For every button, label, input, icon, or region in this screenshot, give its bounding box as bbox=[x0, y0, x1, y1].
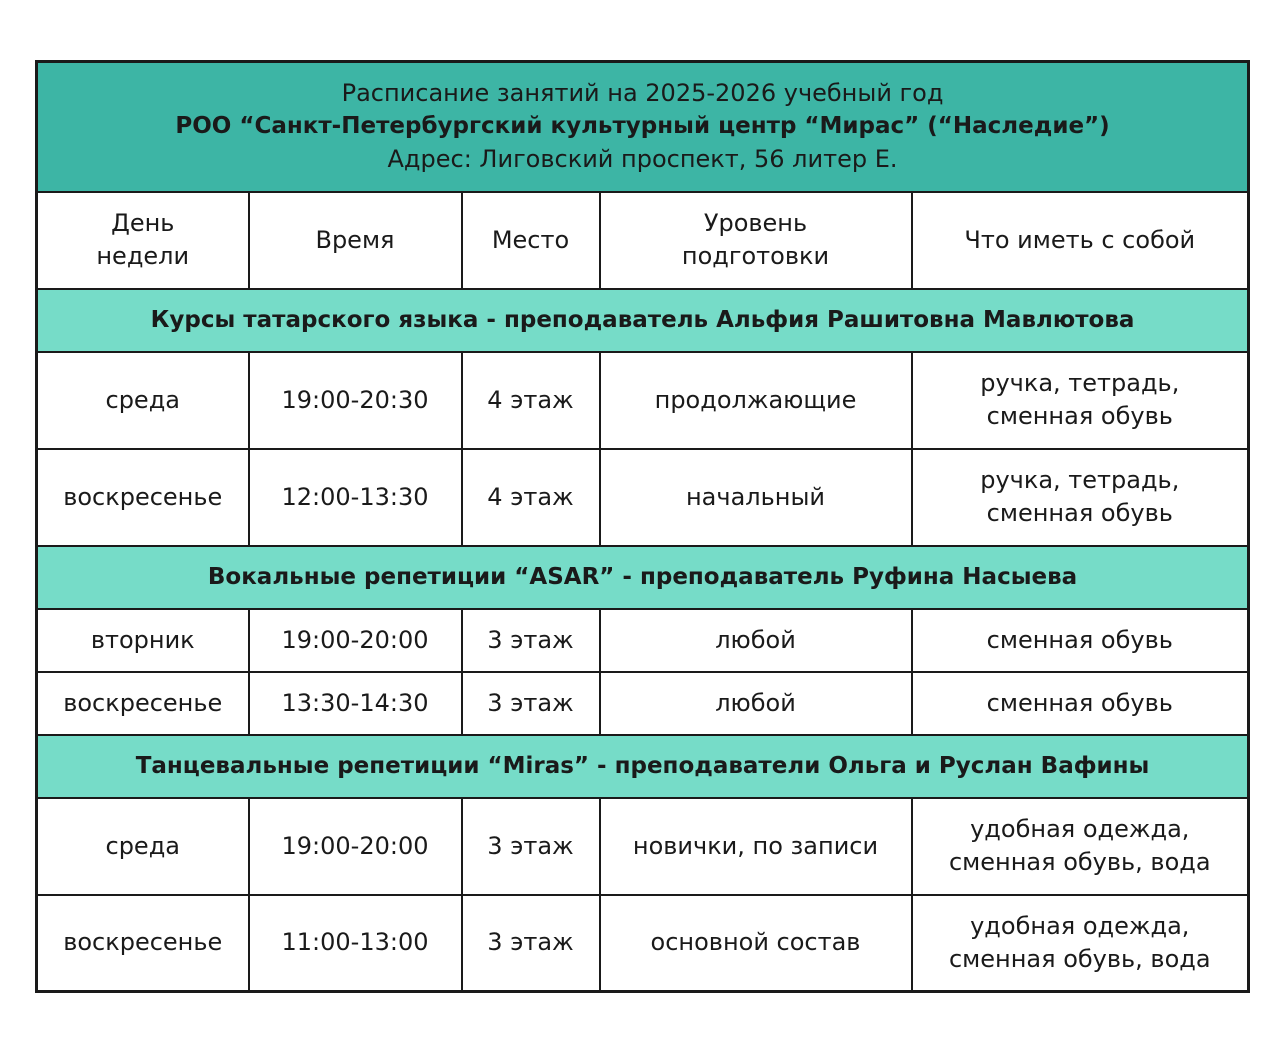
section-title: Танцевальные репетиции “Miras” - преподаватели Ольга и Руслан Вафины bbox=[37, 735, 1249, 798]
cell-time: 13:30-14:30 bbox=[249, 672, 462, 735]
cell-place: 4 этаж bbox=[462, 449, 600, 546]
cell-place: 3 этаж bbox=[462, 798, 600, 895]
cell-level: любой bbox=[600, 672, 912, 735]
cell-day: среда bbox=[37, 352, 249, 449]
cell-day: воскресенье bbox=[37, 449, 249, 546]
cell-level: любой bbox=[600, 609, 912, 672]
cell-place: 3 этаж bbox=[462, 609, 600, 672]
column-header-level: Уровень подготовки bbox=[600, 192, 912, 289]
schedule-title: Расписание занятий на 2025-2026 учебный год bbox=[341, 79, 944, 108]
column-header-row bbox=[37, 192, 1249, 289]
cell-day: воскресенье bbox=[37, 895, 249, 992]
address-line: Адрес: Лиговский проспект, 56 литер Е. bbox=[387, 145, 898, 174]
table-row bbox=[37, 798, 1249, 895]
cell-bring: ручка, тетрадь, сменная обувь bbox=[912, 352, 1249, 449]
cell-time: 19:00-20:00 bbox=[249, 609, 462, 672]
cell-day: среда bbox=[37, 798, 249, 895]
cell-bring: удобная одежда, сменная обувь, вода bbox=[912, 798, 1249, 895]
section-header-dance bbox=[37, 735, 1249, 798]
organization-name: РОО “Санкт-Петербургский культурный центр “Мирас” (“Наследие”) bbox=[175, 113, 1110, 140]
table-row bbox=[37, 609, 1249, 672]
cell-time: 19:00-20:30 bbox=[249, 352, 462, 449]
table-row bbox=[37, 352, 1249, 449]
cell-time: 11:00-13:00 bbox=[249, 895, 462, 992]
title-row bbox=[37, 62, 1249, 192]
cell-bring: сменная обувь bbox=[912, 672, 1249, 735]
title-block bbox=[37, 62, 1249, 192]
section-title: Вокальные репетиции “ASAR” - преподаватель Руфина Насыева bbox=[37, 546, 1249, 609]
cell-place: 3 этаж bbox=[462, 895, 600, 992]
section-header-vocal bbox=[37, 546, 1249, 609]
cell-place: 3 этаж bbox=[462, 672, 600, 735]
cell-level: начальный bbox=[600, 449, 912, 546]
cell-bring: удобная одежда, сменная обувь, вода bbox=[912, 895, 1249, 992]
column-header-day: День недели bbox=[37, 192, 249, 289]
table-row bbox=[37, 449, 1249, 546]
column-header-time: Время bbox=[249, 192, 462, 289]
cell-day: вторник bbox=[37, 609, 249, 672]
table-row bbox=[37, 672, 1249, 735]
cell-bring: ручка, тетрадь, сменная обувь bbox=[912, 449, 1249, 546]
cell-time: 19:00-20:00 bbox=[249, 798, 462, 895]
table-row bbox=[37, 895, 1249, 992]
schedule-table bbox=[35, 60, 1250, 993]
cell-day: воскресенье bbox=[37, 672, 249, 735]
cell-time: 12:00-13:30 bbox=[249, 449, 462, 546]
cell-level: основной состав bbox=[600, 895, 912, 992]
column-header-place: Место bbox=[462, 192, 600, 289]
section-title: Курсы татарского языка - преподаватель Альфия Рашитовна Мавлютова bbox=[37, 289, 1249, 352]
cell-level: продолжающие bbox=[600, 352, 912, 449]
column-header-bring: Что иметь с собой bbox=[912, 192, 1249, 289]
cell-bring: сменная обувь bbox=[912, 609, 1249, 672]
cell-level: новички, по записи bbox=[600, 798, 912, 895]
cell-place: 4 этаж bbox=[462, 352, 600, 449]
section-header-tatar-language bbox=[37, 289, 1249, 352]
